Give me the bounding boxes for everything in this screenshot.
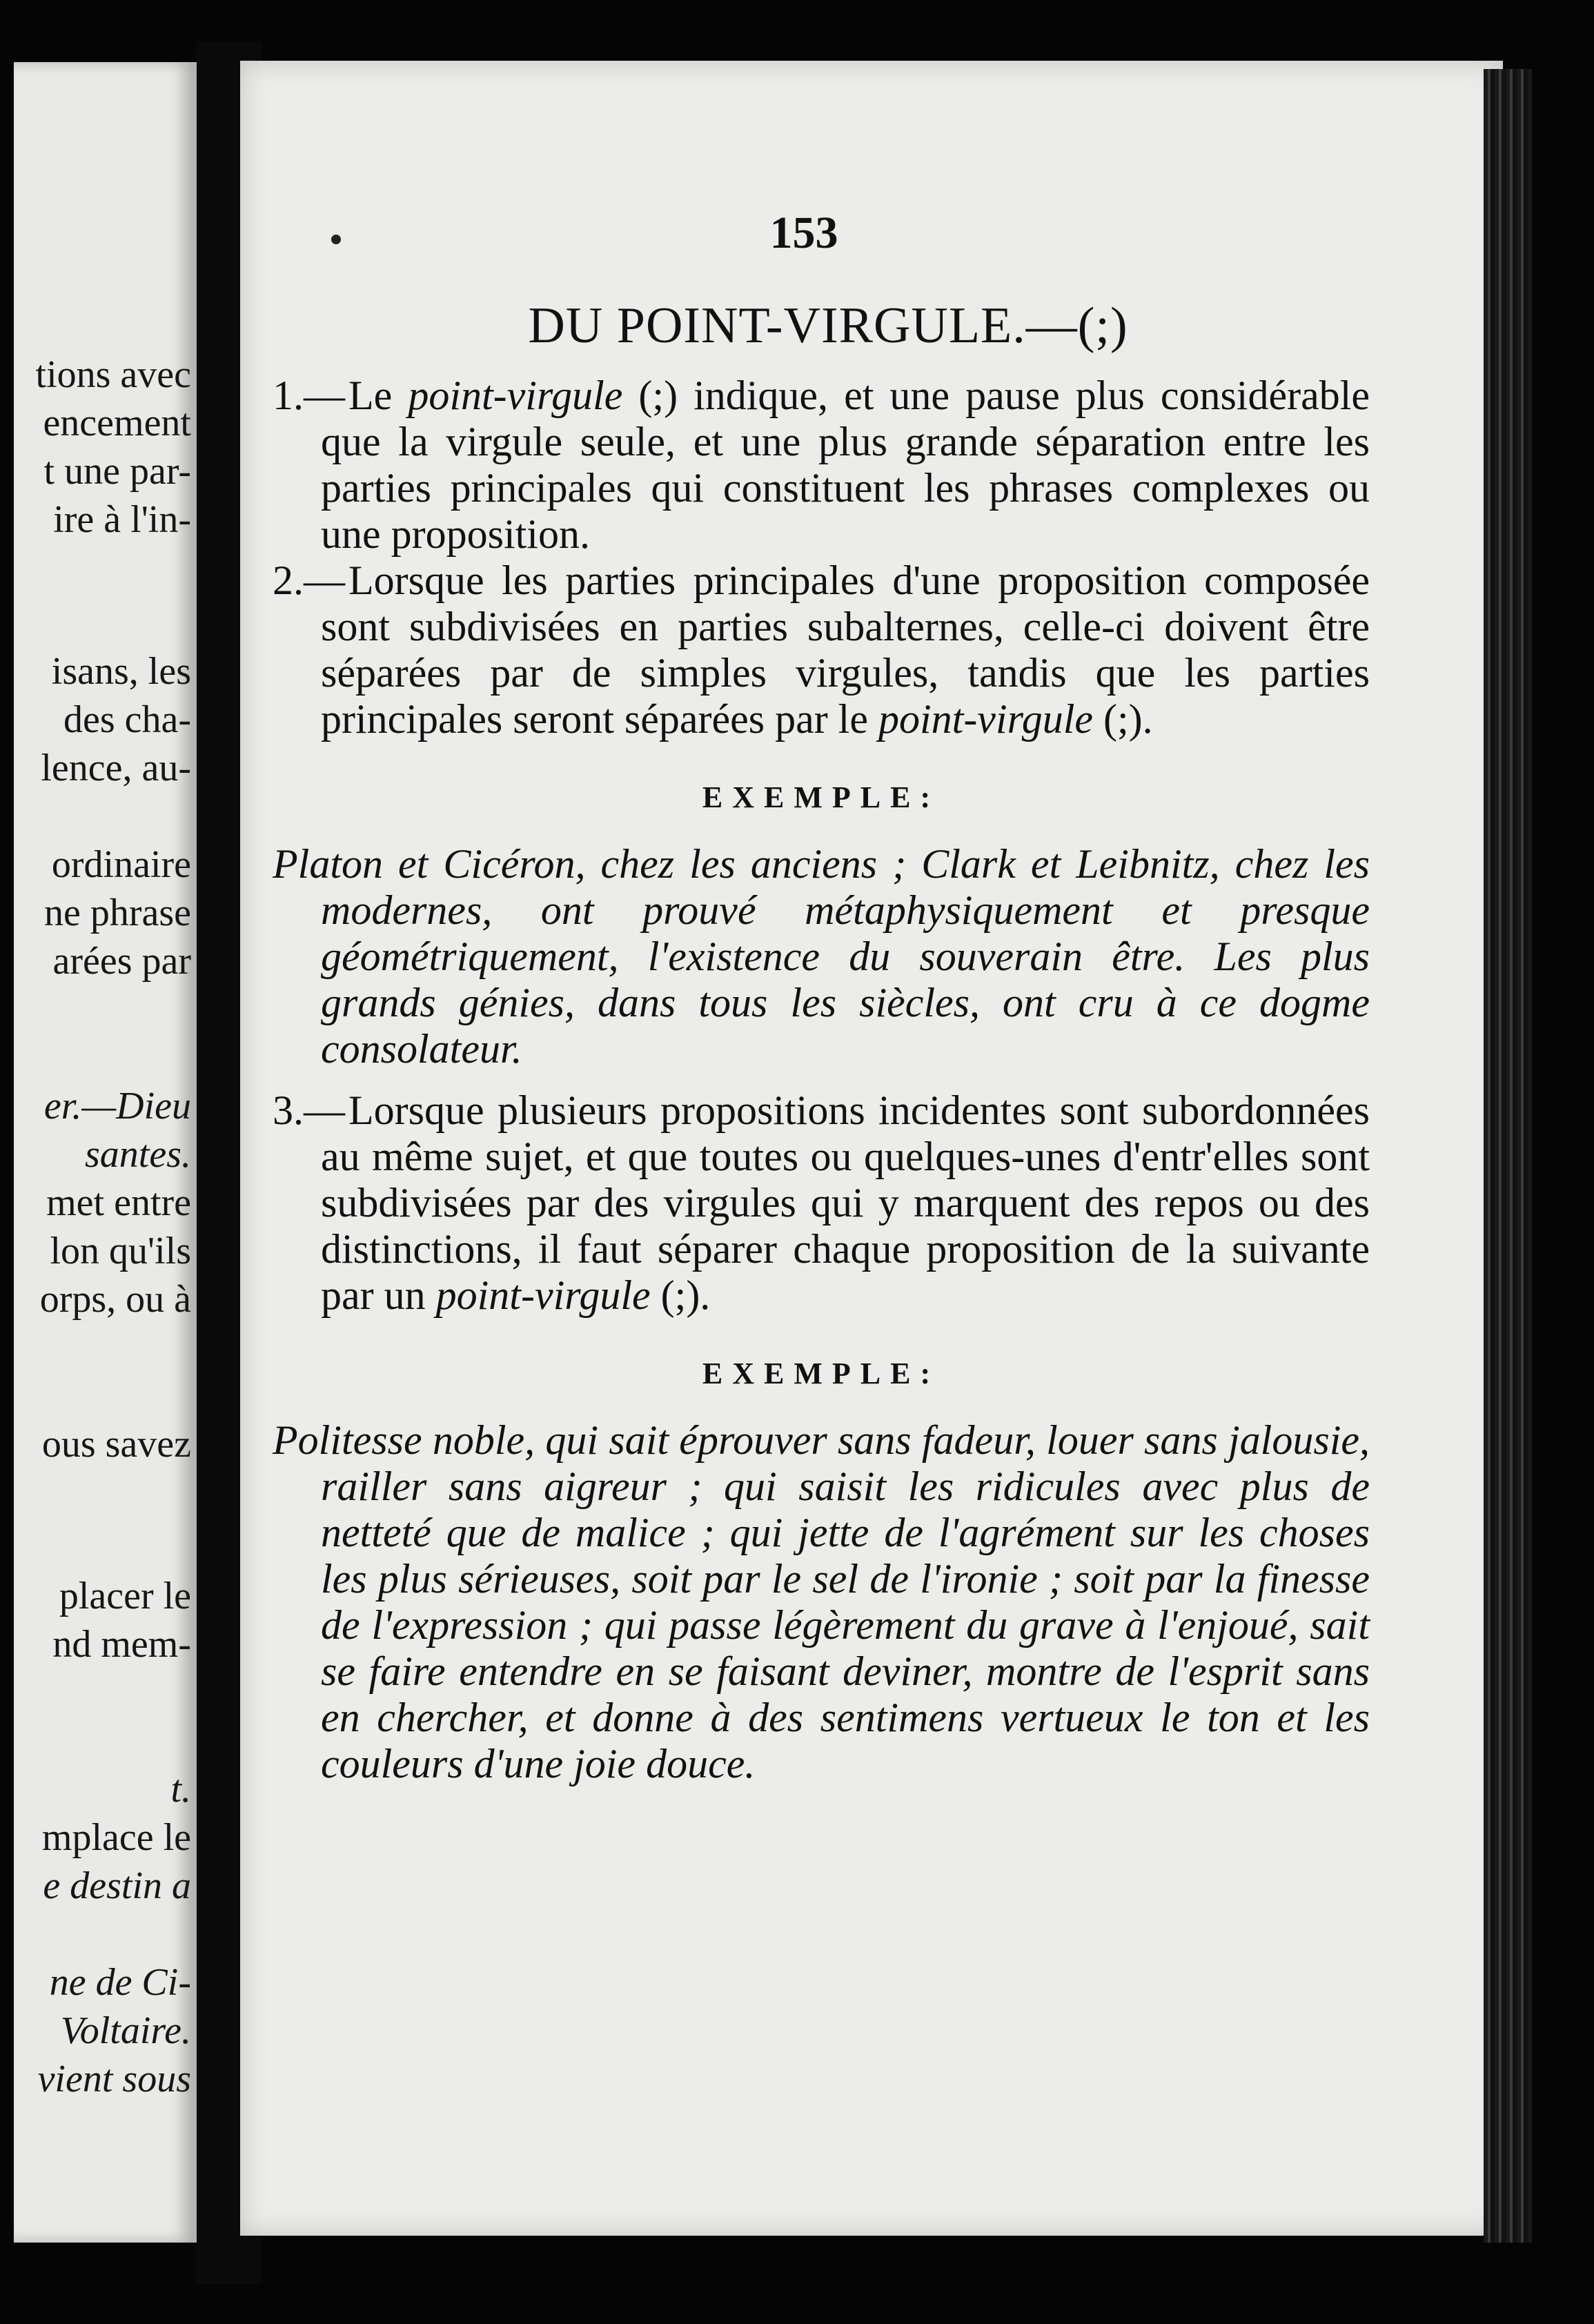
- left-page-line: Voltaire.: [60, 2009, 191, 2052]
- term-italic: point-virgule: [408, 373, 623, 418]
- left-page-line: t.: [170, 1768, 191, 1811]
- page-edge: [1484, 69, 1532, 2243]
- text-run: (;).: [1093, 696, 1153, 742]
- left-page-line: er.—Dieu: [43, 1085, 191, 1127]
- paragraph-1: [273, 373, 1370, 558]
- example-label: EXEMPLE:: [702, 1357, 941, 1390]
- left-page-line: lence, au-: [41, 747, 191, 789]
- left-page-line: e destin a: [43, 1864, 191, 1907]
- left-page-line: tions avec: [35, 353, 191, 396]
- paragraph-number: 3.—: [273, 1087, 345, 1133]
- left-page-line: placer le: [59, 1575, 191, 1617]
- left-page-line: mplace le: [41, 1816, 191, 1859]
- left-page-line: encement: [43, 402, 191, 444]
- paragraph-2: [273, 558, 1370, 742]
- paragraph-text: [321, 373, 1370, 557]
- paragraph-text: [321, 1087, 1370, 1318]
- text-run: Lorsque les parties principales d'une proposition composée sont subdivisées en parties subalternes, celle-ci doivent être séparées par de simples virgules, tandis que les parties principales seront séparées par le: [321, 558, 1370, 742]
- left-page-line: t une par-: [43, 450, 191, 493]
- example-label: EXEMPLE:: [702, 780, 941, 814]
- left-page-line: isans, les: [51, 650, 191, 693]
- left-page-line: ire à l'in-: [53, 498, 191, 541]
- section-heading: DU POINT-VIRGULE.—(;): [528, 297, 1128, 354]
- text-run: Le: [348, 373, 409, 418]
- left-page-line: arées par: [52, 940, 191, 983]
- left-page-line: nd mem-: [52, 1623, 191, 1666]
- paragraph-number: 1.—: [273, 373, 345, 418]
- previous-page-fragment: [14, 62, 197, 2243]
- page-number: 153: [769, 208, 838, 258]
- left-page-line: ne phrase: [43, 892, 191, 934]
- body-text: [273, 373, 1370, 1787]
- dot-mark: [331, 235, 341, 244]
- text-run: (;) indique, et une pause plus considérable que la virgule seule, et une plus grande séparation entre les parties principales qui constituent les phrases complexes ou une proposition.: [321, 373, 1370, 557]
- left-page-line: ordinaire: [51, 843, 191, 886]
- left-page-line: ne de Ci-: [49, 1961, 191, 2004]
- paragraph-text: [321, 558, 1370, 742]
- left-page-line: ous savez: [41, 1423, 191, 1466]
- left-page-line: santes.: [85, 1133, 191, 1176]
- left-page-line: lon qu'ils: [50, 1230, 191, 1272]
- text-run: (;).: [650, 1272, 711, 1318]
- left-page-line: orps, ou à: [39, 1278, 191, 1321]
- paragraph-3: [273, 1087, 1370, 1319]
- text-run: Lorsque plusieurs propositions incidentes sont subordonnées au même sujet, et que toutes ou quelques-unes d'entr'elles sont subdivisées par des virgules qui y marquent des repos ou des distinctions, il faut séparer chaque proposition de la suivante par un: [321, 1087, 1370, 1318]
- spacer: [273, 1072, 1370, 1087]
- example-text: Politesse noble, qui sait éprouver sans fadeur, louer sans jalousie, railler sans aigreur ; qui saisit les ridicules avec plus de netteté que de malice ; qui jette de l'agrément sur les choses les plus sérieuses, soit par le sel de l'ironie ; soit par la finesse de l'expression ; qui passe légèrement du grave à l'enjoué, sait se faire entendre en se faisant deviner, montre de l'esprit sans en chercher, et donne à des sentimens vertueux le ton et les couleurs d'une joie douce.: [273, 1417, 1370, 1786]
- left-page-line: met entre: [46, 1181, 191, 1224]
- left-page-line: des cha-: [63, 698, 191, 741]
- left-page-line: vient sous: [37, 2058, 191, 2100]
- term-italic: point-virgule: [435, 1272, 651, 1318]
- term-italic: point-virgule: [878, 696, 1094, 742]
- paragraph-number: 2.—: [273, 558, 345, 603]
- example-text: Platon et Cicéron, chez les anciens ; Clark et Leibnitz, chez les modernes, ont prouvé métaphysiquement et presque géométriquement, l'existence du souverain être. Les plus grands génies, dans tous les siècles, ont cru à ce dogme consolateur.: [273, 841, 1370, 1072]
